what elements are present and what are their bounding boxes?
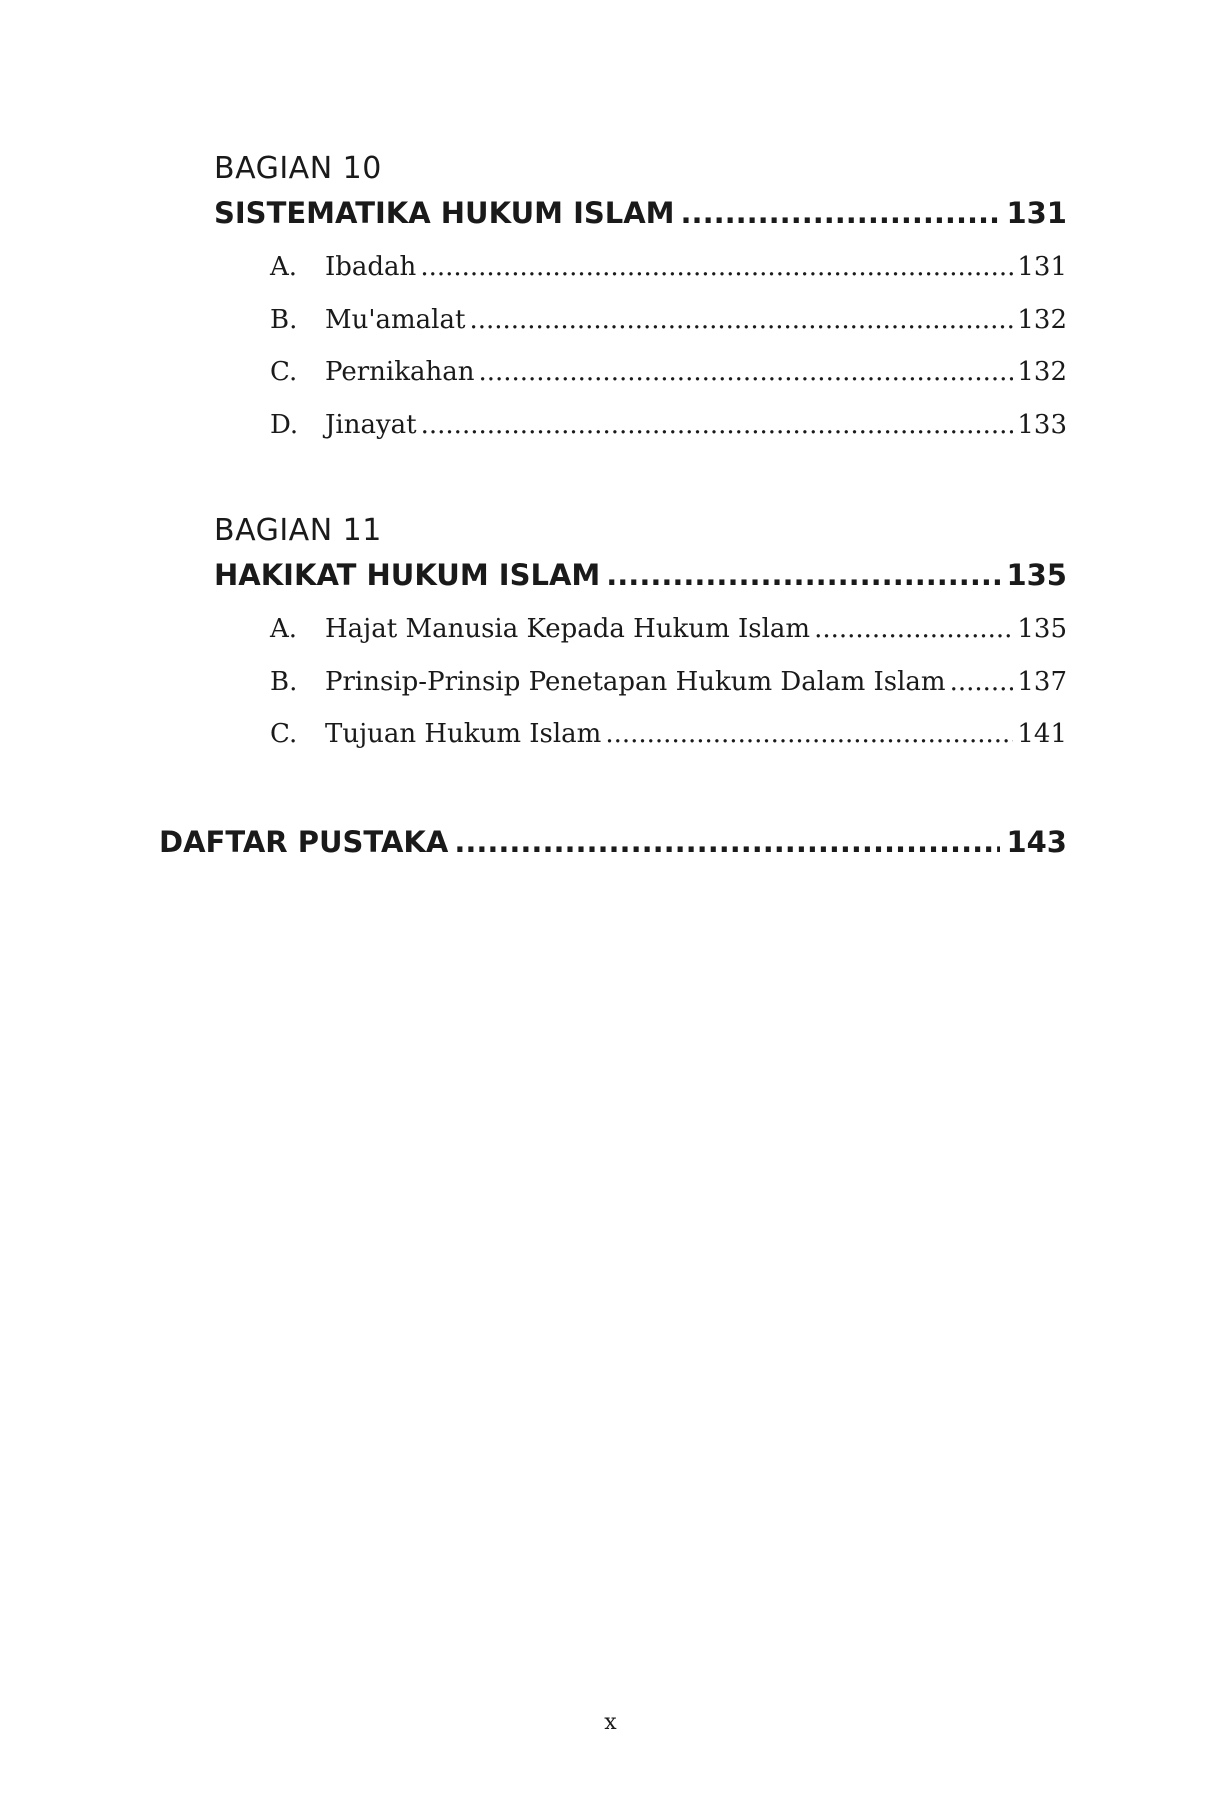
section-letter: A.	[270, 614, 298, 644]
dot-leader	[814, 603, 1013, 656]
section-page-number: 131	[1017, 252, 1067, 282]
chapter-entry[interactable]	[214, 189, 1067, 237]
section-page-number: 137	[1017, 666, 1067, 697]
section-title: Hajat Manusia Kepada Hukum Islam	[325, 614, 811, 644]
section-title: Tujuan Hukum Islam	[325, 719, 602, 749]
section-letter: C.	[270, 357, 298, 387]
bibliography-page-number: 143	[1006, 825, 1067, 859]
part-label: BAGIAN 11	[214, 513, 382, 548]
section-entry[interactable]	[214, 294, 1067, 347]
chapter-page-number: 135	[1006, 558, 1067, 592]
dot-leader	[605, 708, 1013, 761]
section-letter: D.	[270, 409, 299, 440]
dot-leader	[950, 656, 1014, 709]
section-letter: B.	[270, 304, 298, 335]
dot-leader	[421, 399, 1014, 452]
page-folio: x	[604, 1710, 617, 1735]
section-page-number: 135	[1017, 614, 1067, 644]
section-entry[interactable]	[214, 399, 1067, 452]
section-letter: C.	[270, 719, 298, 749]
section-page-number: 141	[1017, 719, 1067, 749]
section-title: Ibadah	[325, 252, 417, 282]
dot-leader	[681, 189, 1001, 237]
bibliography-entry[interactable]	[159, 818, 1067, 866]
dot-leader	[420, 241, 1013, 294]
part-10	[214, 149, 1067, 451]
section-entry[interactable]	[214, 708, 1067, 761]
section-title: Jinayat	[325, 409, 417, 440]
section-entry[interactable]	[214, 346, 1067, 399]
section-list	[214, 241, 1067, 451]
chapter-page-number: 131	[1006, 196, 1067, 230]
section-title: Pernikahan	[325, 357, 475, 387]
section-entry[interactable]	[214, 603, 1067, 656]
part-label: BAGIAN 10	[214, 151, 382, 186]
dot-leader	[469, 294, 1013, 347]
section-letter: A.	[270, 252, 298, 282]
section-list	[214, 603, 1067, 761]
section-title: Prinsip-Prinsip Penetapan Hukum Dalam Islam	[325, 666, 946, 697]
section-letter: B.	[270, 666, 298, 697]
dot-leader	[454, 818, 1000, 866]
section-title: Mu'amalat	[325, 304, 466, 335]
section-page-number: 132	[1017, 357, 1067, 387]
section-entry[interactable]	[214, 241, 1067, 294]
section-page-number: 132	[1017, 304, 1067, 335]
section-page-number: 133	[1017, 409, 1067, 440]
dot-leader	[606, 551, 1000, 599]
bibliography	[159, 818, 1067, 866]
bibliography-title: DAFTAR PUSTAKA	[159, 825, 449, 859]
chapter-title: HAKIKAT HUKUM ISLAM	[214, 558, 601, 592]
part-11	[214, 511, 1067, 761]
dot-leader	[478, 346, 1013, 399]
chapter-entry[interactable]	[214, 551, 1067, 599]
section-entry[interactable]	[214, 656, 1067, 709]
chapter-title: SISTEMATIKA HUKUM ISLAM	[214, 196, 675, 230]
